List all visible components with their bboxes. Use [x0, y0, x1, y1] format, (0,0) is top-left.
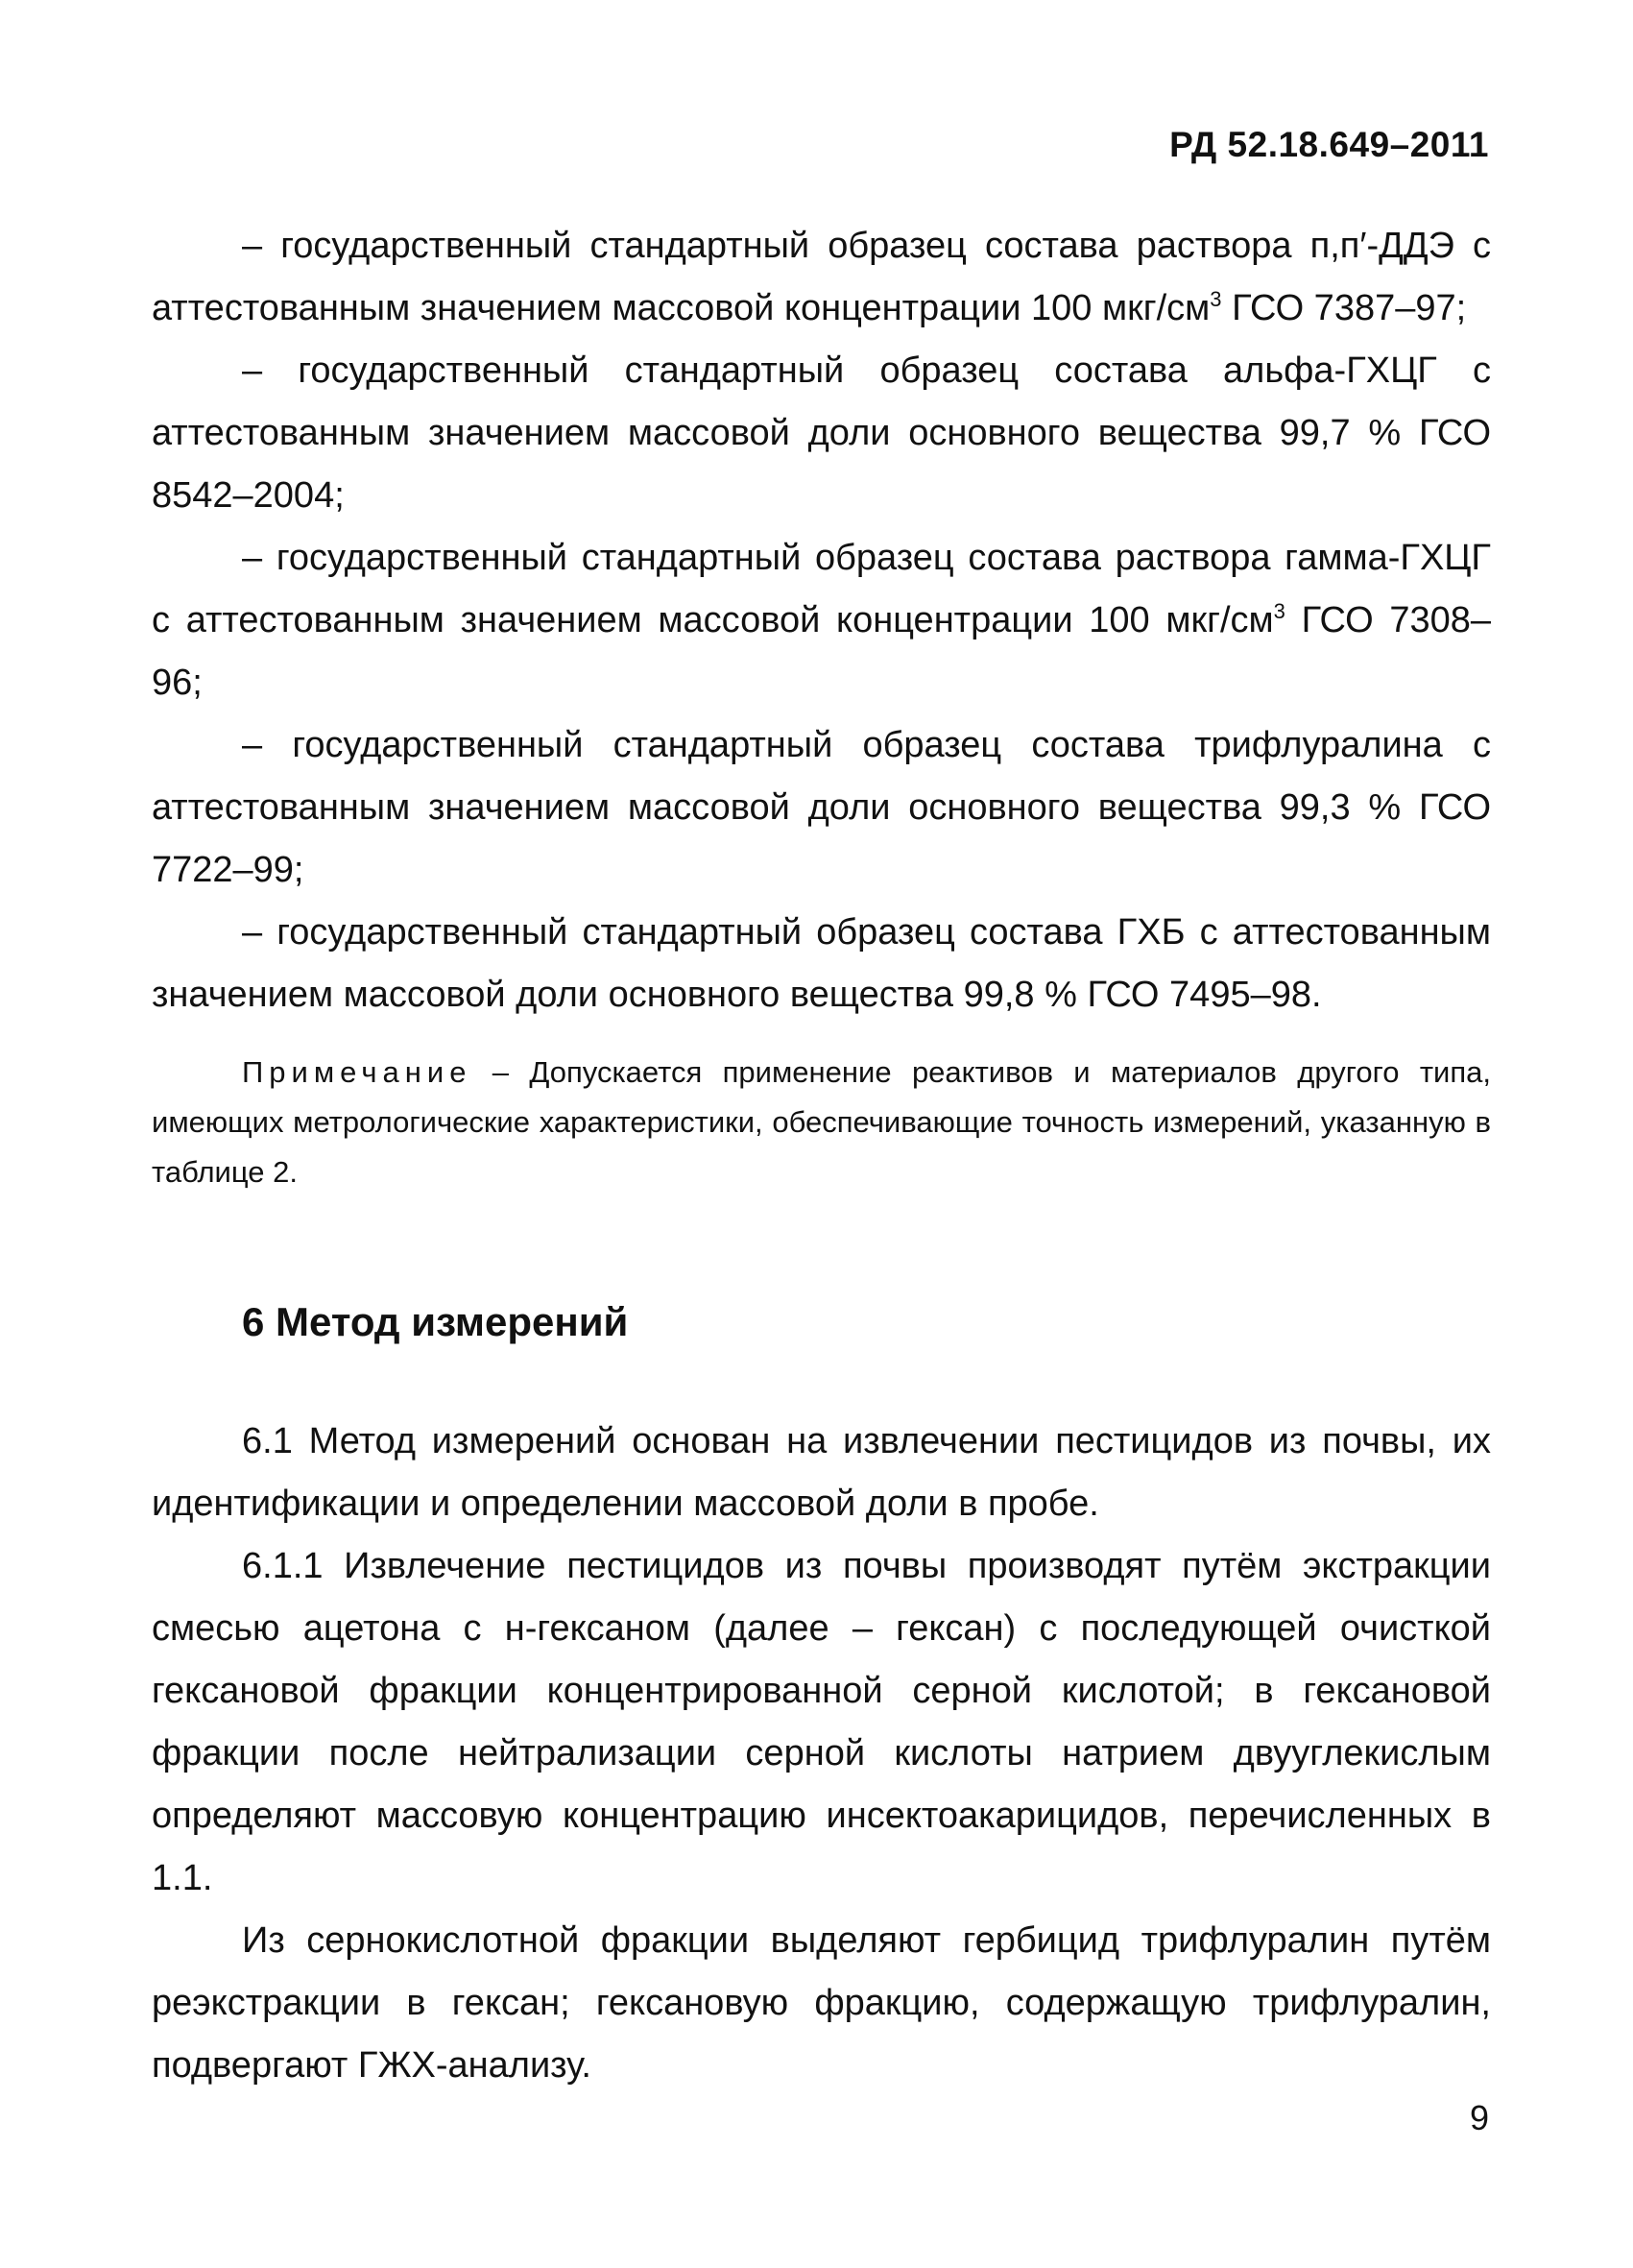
- list-item-text: – государственный стандартный образец состава трифлуралина с аттестованным значением массовой доли основного вещества 99,3 % ГСО 7722–99;: [152, 725, 1491, 890]
- section-body: [152, 1411, 1491, 2097]
- note-text: – Допускается применение реактивов и материалов другого типа, имеющих метрологические характеристики, обеспечивающие точность измерений, указанную в таблице 2.: [152, 1055, 1491, 1189]
- note-label: Примечание: [242, 1055, 472, 1089]
- list-item-trifluralin: [152, 714, 1491, 902]
- page-number: 9: [1469, 2098, 1489, 2137]
- paragraph-6-1: 6.1 Метод измерений основан на извлечении пестицидов из почвы, их идентификации и определении массовой доли в пробе.: [152, 1421, 1491, 1524]
- list-item-text: – государственный стандартный образец состава альфа-ГХЦГ с аттестованным значением массовой доли основного вещества 99,7 % ГСО 8542–2004;: [152, 350, 1491, 516]
- superscript: 3: [1210, 287, 1222, 311]
- list-item-text-tail: ГСО 7387–97;: [1221, 288, 1467, 328]
- list-item-alpha-hch: [152, 340, 1491, 527]
- list-item-text-tail: ГСО 7308–96;: [152, 600, 1491, 703]
- list-item-text: – государственный стандартный образец состава раствора п,п′-ДДЭ с аттестованным значением массовой концентрации 100 мкг/см: [152, 226, 1491, 328]
- list-item-ddE: [152, 215, 1491, 340]
- document-code: РД 52.18.649–2011: [1169, 125, 1489, 164]
- paragraph-trifluralin-extraction: Из сернокислотной фракции выделяют гербицид трифлуралин путём реэкстракции в гексан; гексановую фракцию, содержащую трифлуралин, подвергают ГЖХ-анализу.: [152, 1920, 1491, 2086]
- document-body: [152, 215, 1491, 2097]
- list-item-text: – государственный стандартный образец состава ГХБ с аттестованным значением массовой доли основного вещества 99,8 % ГСО 7495–98.: [152, 912, 1491, 1015]
- list-item-text: – государственный стандартный образец состава раствора гамма-ГХЦГ с аттестованным значением массовой концентрации 100 мкг/см: [152, 538, 1491, 640]
- note: [152, 1048, 1491, 1197]
- superscript: 3: [1273, 599, 1285, 623]
- section-heading: 6 Метод измерений: [242, 1299, 629, 1344]
- list-item-gamma-hch: [152, 527, 1491, 714]
- list-item-hcb: [152, 902, 1491, 1026]
- paragraph-6-1-1: 6.1.1 Извлечение пестицидов из почвы производят путём экстракции смесью ацетона с н-гексаном (далее – гексан) с последующей очисткой гексановой фракции концентрированной серной кислотой; в гексановой фракции после нейтрализации серной кислоты натрием двууглекислым определяют массовую концентрацию инсектоакарицидов, перечисленных в 1.1.: [152, 1546, 1491, 1898]
